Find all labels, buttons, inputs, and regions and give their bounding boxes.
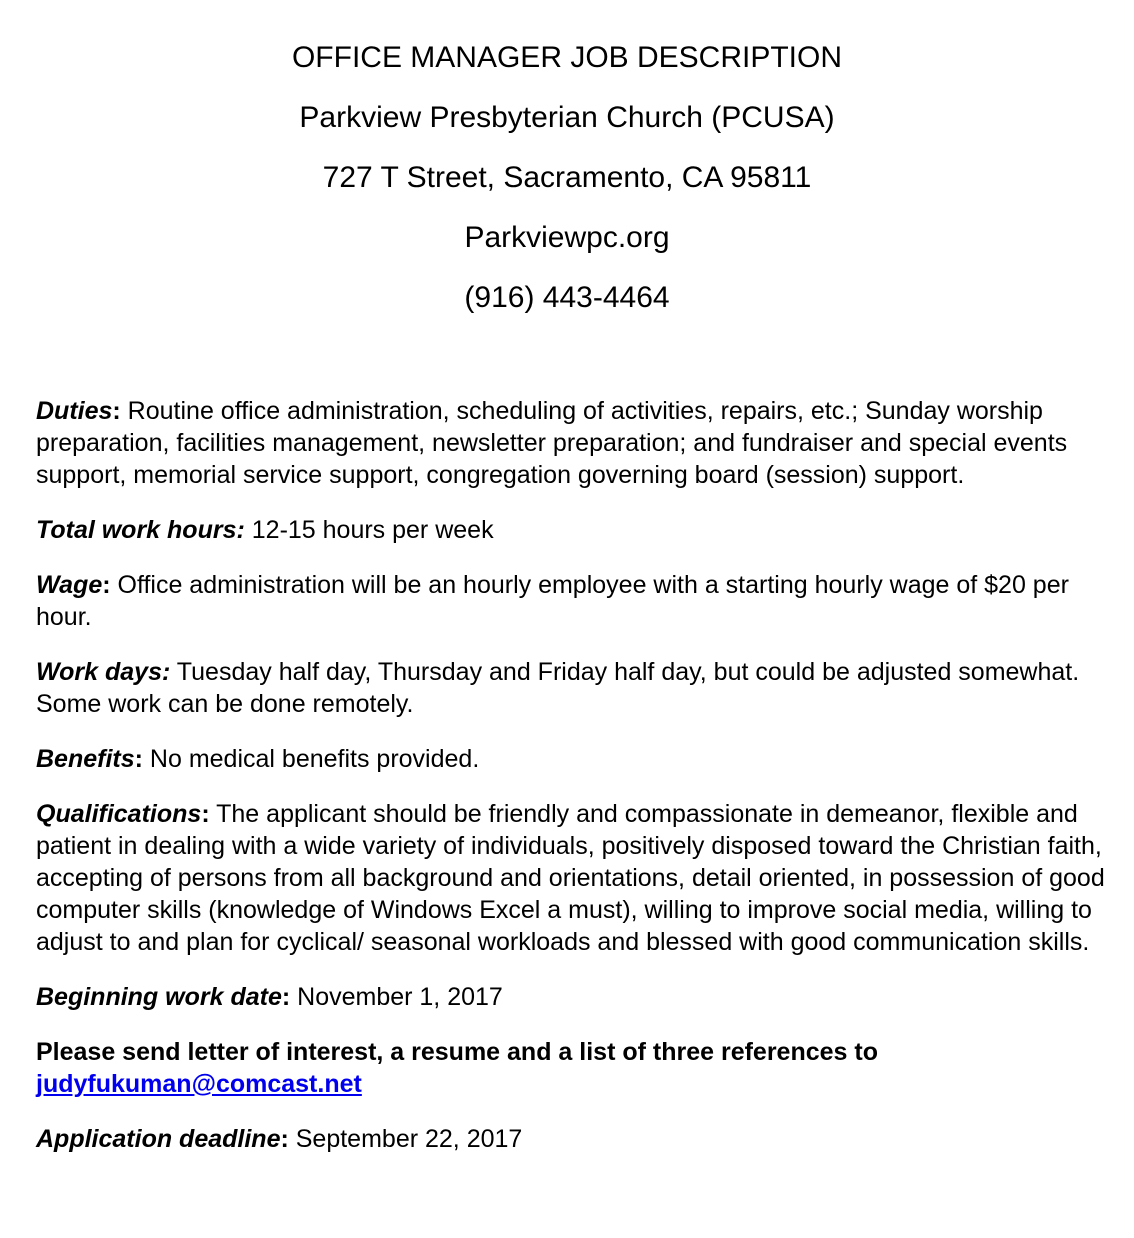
wage-text: Office administration will be an hourly employee with a starting hourly wage of $20 per hour. (36, 571, 1069, 631)
qualifications-colon: : (201, 800, 210, 828)
days-section (36, 656, 1106, 720)
duties-label: Duties (36, 397, 113, 425)
deadline-colon: : (280, 1125, 289, 1153)
qualifications-text: The applicant should be friendly and compassionate in demeanor, flexible and patient in dealing with a wide variety of individuals, positively disposed toward the Christian faith, accepting of persons from all background and orientations, detail oriented, in possession of good computer skills (knowledge of Windows Excel a must), willing to improve social media, willing to adjust to and plan for cyclical/ seasonal workloads and blessed with good communication skills. (36, 800, 1105, 956)
wage-label: Wage (36, 571, 103, 599)
benefits-label: Benefits (36, 745, 135, 773)
qualifications-section (36, 798, 1106, 958)
deadline-section (36, 1123, 1106, 1155)
duties-section (36, 395, 1106, 491)
deadline-label: Application deadline (36, 1125, 281, 1153)
church-website: Parkviewpc.org (464, 221, 670, 254)
hours-section (36, 514, 1106, 546)
church-address: 727 T Street, Sacramento, CA 95811 (322, 161, 812, 194)
wage-colon: : (102, 571, 111, 599)
wage-section (36, 569, 1106, 633)
document-header (0, 40, 1134, 340)
qualifications-label: Qualifications (36, 800, 202, 828)
begin-date-section (36, 981, 1106, 1013)
hours-text: 12-15 hours per week (244, 516, 494, 544)
document-title: OFFICE MANAGER JOB DESCRIPTION (291, 41, 843, 74)
contact-email-link[interactable]: judyfukuman@comcast.net (36, 1070, 362, 1098)
deadline-text: September 22, 2017 (288, 1125, 523, 1153)
church-phone: (916) 443-4464 (464, 281, 670, 314)
apply-text: Please send letter of interest, a resume and a list of three references to (36, 1038, 878, 1066)
church-name: Parkview Presbyterian Church (PCUSA) (299, 101, 835, 134)
days-label: Work days: (36, 658, 171, 686)
benefits-colon: : (134, 745, 143, 773)
begin-date-colon: : (281, 983, 291, 1011)
hours-label: Total work hours: (36, 516, 245, 544)
benefits-text: No medical benefits provided. (142, 745, 480, 773)
job-details (36, 395, 1106, 1178)
duties-colon: : (112, 397, 121, 425)
benefits-section (36, 743, 1106, 775)
begin-date-label: Beginning work date (36, 983, 282, 1011)
days-text: Tuesday half day, Thursday and Friday half day, but could be adjusted somewhat. Some work can be done remotely. (36, 658, 1080, 718)
begin-date-text: November 1, 2017 (290, 983, 503, 1011)
duties-text: Routine office administration, scheduling of activities, repairs, etc.; Sunday worship preparation, facilities management, newsletter preparation; and fundraiser and special events support, memorial service support, congregation governing board (session) support. (36, 397, 1068, 489)
apply-section (36, 1036, 1106, 1100)
